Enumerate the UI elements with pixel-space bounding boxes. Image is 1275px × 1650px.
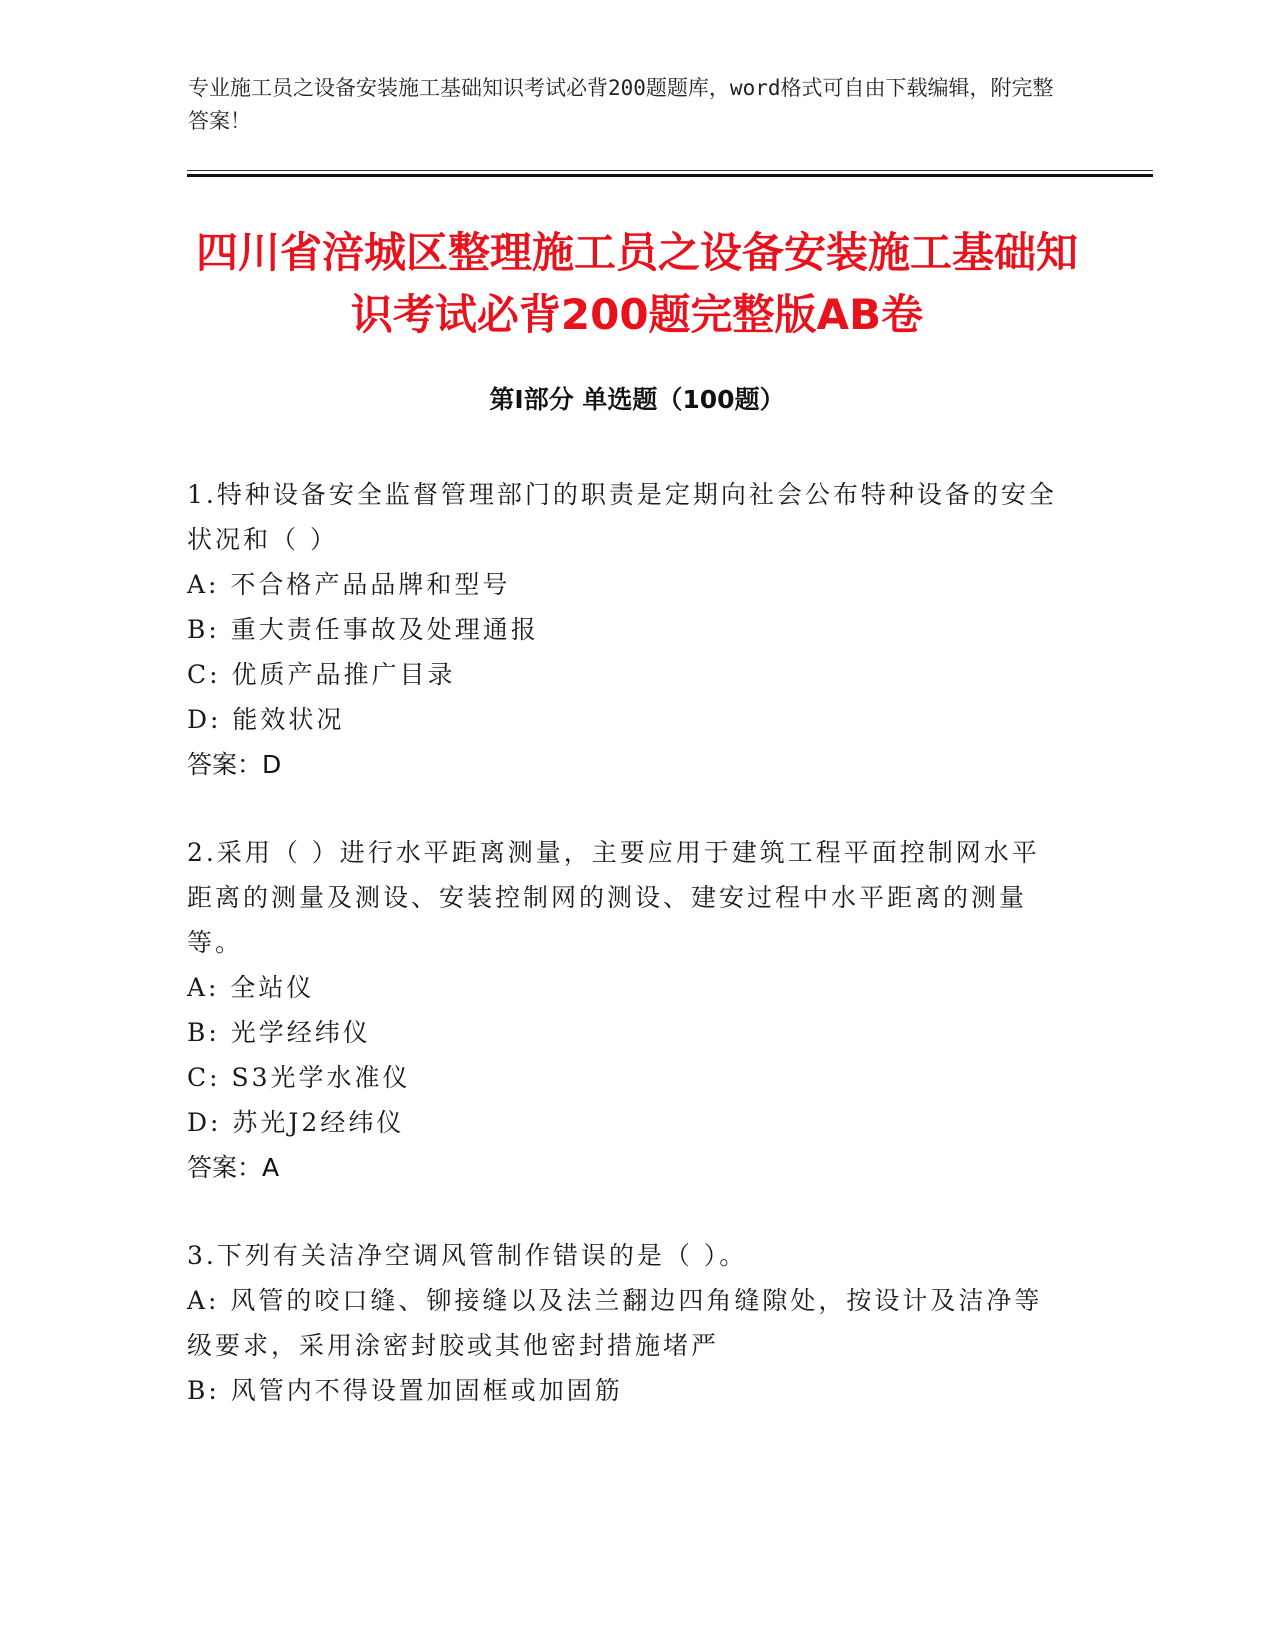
- document-title: 四川省涪城区整理施工员之设备安装施工基础知识考试必背200题完整版AB卷: [195, 228, 1078, 339]
- question-stem: 1.特种设备安全监督管理部门的职责是定期向社会公布特种设备的安全状况和（ ）: [187, 480, 1057, 554]
- question-list: [187, 472, 1067, 1456]
- question-stem: 2.采用（ ）进行水平距离测量，主要应用于建筑工程平面控制网水平距离的测量及测设、安装控制网的测设、建安过程中水平距离的测量等。: [187, 838, 1040, 957]
- question-option: C: S3光学水准仪: [187, 1063, 411, 1092]
- question-option: A: 风管的咬口缝、铆接缝以及法兰翻边四角缝隙处，按设计及洁净等级要求，采用涂密封胶或其他密封措施堵严: [187, 1286, 1043, 1360]
- header-note: 专业施工员之设备安装施工基础知识考试必背200题题库，word格式可自由下载编辑，附完整答案！: [188, 76, 1054, 133]
- question-answer: 答案：D: [187, 750, 282, 779]
- question-option: A: 不合格产品品牌和型号: [187, 570, 511, 599]
- section-title: 第I部分 单选题（100题）: [489, 385, 785, 414]
- question-stem: 3.下列有关洁净空调风管制作错误的是（ ）。: [187, 1241, 748, 1270]
- question-item: [187, 830, 1067, 1190]
- question-option: A: 全站仪: [187, 973, 315, 1002]
- question-option: C: 优质产品推广目录: [187, 660, 456, 689]
- header-divider-thin: [187, 170, 1153, 171]
- question-option: D: 苏光J2经纬仪: [187, 1108, 405, 1137]
- question-option: D: 能效状况: [187, 705, 345, 734]
- question-option: B: 风管内不得设置加固框或加固筋: [187, 1376, 623, 1405]
- question-answer: 答案：A: [187, 1153, 280, 1182]
- header-divider-thick: [187, 174, 1153, 177]
- question-item: [187, 472, 1067, 787]
- question-option: B: 重大责任事故及处理通报: [187, 615, 539, 644]
- question-option: B: 光学经纬仪: [187, 1018, 371, 1047]
- question-item: [187, 1233, 1067, 1413]
